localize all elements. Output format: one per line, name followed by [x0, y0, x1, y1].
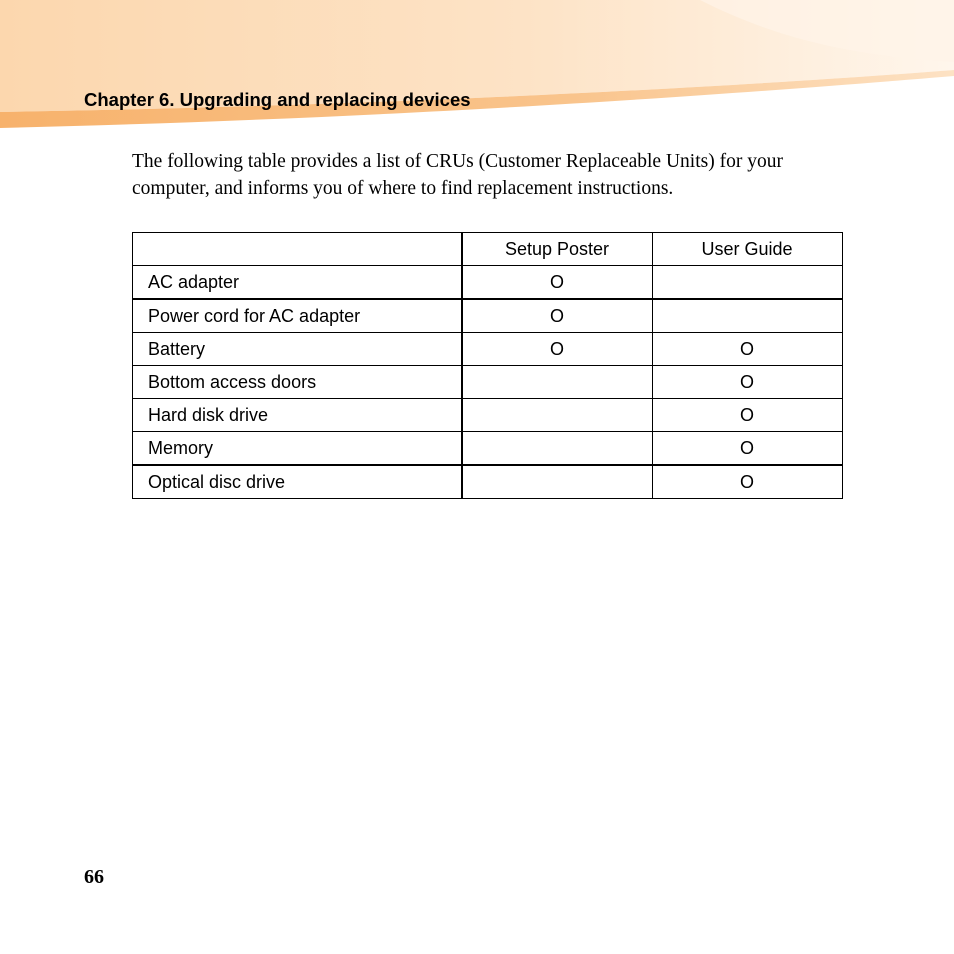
table-header-row: [133, 233, 843, 266]
row-setup-poster-mark: O: [462, 266, 653, 300]
row-user-guide-mark: [652, 266, 842, 300]
page-number: 66: [84, 866, 104, 888]
row-user-guide-mark: O: [652, 333, 842, 366]
row-setup-poster-mark: O: [462, 333, 653, 366]
row-setup-poster-mark: O: [462, 299, 653, 333]
table-row: [133, 266, 843, 300]
table-row: [133, 366, 843, 399]
row-user-guide-mark: O: [652, 465, 842, 499]
row-item-label: Power cord for AC adapter: [133, 299, 462, 333]
row-item-label: AC adapter: [133, 266, 462, 300]
table-row: [133, 299, 843, 333]
table-row: [133, 333, 843, 366]
row-setup-poster-mark: [462, 432, 653, 466]
row-item-label: Bottom access doors: [133, 366, 462, 399]
row-user-guide-mark: O: [652, 432, 842, 466]
row-item-label: Hard disk drive: [133, 399, 462, 432]
row-item-label: Memory: [133, 432, 462, 466]
table-row: [133, 399, 843, 432]
column-header-setup-poster: Setup Poster: [462, 233, 653, 266]
row-user-guide-mark: O: [652, 366, 842, 399]
cru-table: [132, 232, 843, 499]
column-header-user-guide: User Guide: [652, 233, 842, 266]
column-header-item: [133, 233, 462, 266]
intro-paragraph: The following table provides a list of CRUs (Customer Replaceable Units) for your computer, and informs you of where to find replacement instructions.: [132, 151, 783, 199]
row-setup-poster-mark: [462, 465, 653, 499]
row-setup-poster-mark: [462, 366, 653, 399]
table-row: [133, 432, 843, 466]
row-setup-poster-mark: [462, 399, 653, 432]
row-item-label: Optical disc drive: [133, 465, 462, 499]
row-user-guide-mark: [652, 299, 842, 333]
chapter-title: Chapter 6. Upgrading and replacing devices: [84, 89, 471, 110]
row-user-guide-mark: O: [652, 399, 842, 432]
row-item-label: Battery: [133, 333, 462, 366]
table-row: [133, 465, 843, 499]
